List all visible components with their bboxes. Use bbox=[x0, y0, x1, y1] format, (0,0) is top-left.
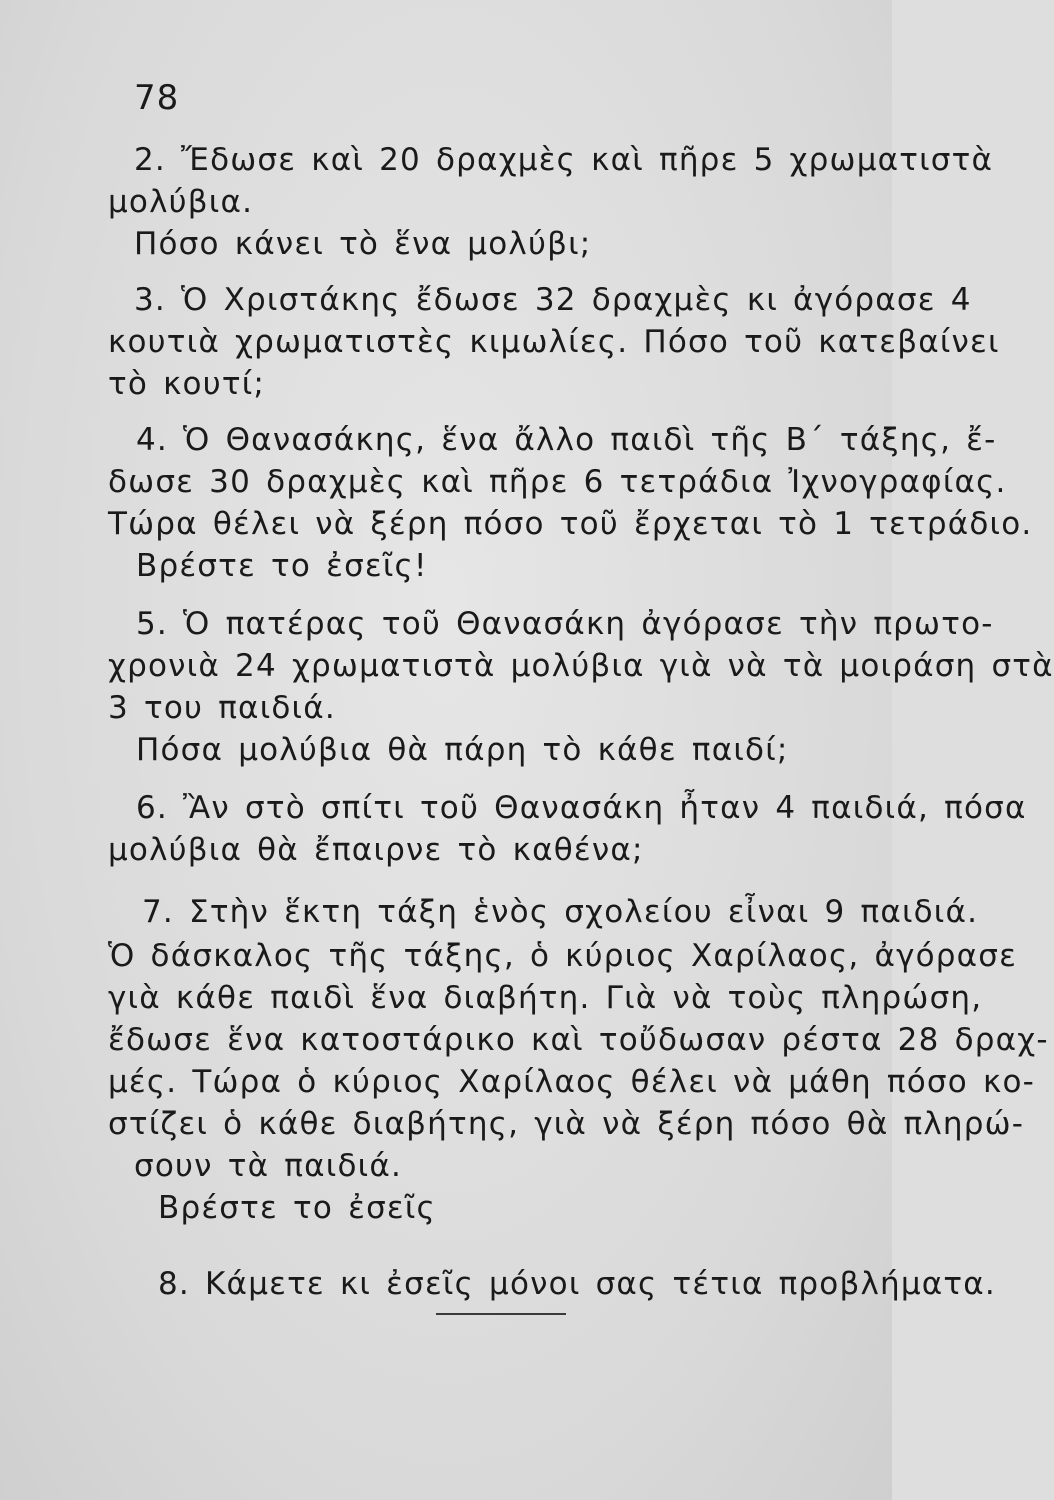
text-line: γιὰ κάθε παιδὶ ἕνα διαβήτη. Γιὰ νὰ τοὺς πληρώση, bbox=[108, 980, 983, 1016]
text-line: μολύβια. bbox=[108, 184, 254, 220]
text-line: 3. Ὁ Χριστάκης ἔδωσε 32 δραχμὲς κι ἀγόρασε 4 bbox=[134, 282, 972, 318]
text-line: σουν τὰ παιδιά. bbox=[134, 1148, 403, 1184]
text-line: Πόσα μολύβια θὰ πάρη τὸ κάθε παιδί; bbox=[136, 732, 789, 768]
text-line: δωσε 30 δραχμὲς καὶ πῆρε 6 τετράδια Ἰχνογραφίας. bbox=[108, 464, 1007, 500]
text-line: μολύβια θὰ ἔπαιρνε τὸ καθένα; bbox=[108, 832, 644, 868]
text-line: τὸ κουτί; bbox=[108, 366, 266, 402]
text-line: Τώρα θέλει νὰ ξέρη πόσο τοῦ ἔρχεται τὸ 1 τετράδιο. bbox=[108, 506, 1033, 542]
text-line: Ὁ δάσκαλος τῆς τάξης, ὁ κύριος Χαρίλαος, ἀγόρασε bbox=[108, 938, 1018, 974]
text-line: Βρέστε το ἐσεῖς! bbox=[136, 548, 428, 584]
text-line: 6. Ἂν στὸ σπίτι τοῦ Θανασάκη ἦταν 4 παιδιά, πόσα bbox=[136, 790, 1027, 826]
text-line: 5. Ὁ πατέρας τοῦ Θανασάκη ἀγόρασε τὴν πρωτο- bbox=[136, 606, 994, 642]
text-line: 7. Στὴν ἕκτη τάξη ἑνὸς σχολείου εἶναι 9 παιδιά. bbox=[142, 894, 979, 930]
text-line: Πόσο κάνει τὸ ἕνα μολύβι; bbox=[134, 226, 592, 262]
text-line: 3 του παιδιά. bbox=[108, 690, 336, 726]
text-line: 4. Ὁ Θανασάκης, ἕνα ἄλλο παιδὶ τῆς Β΄ τάξης, ἔ- bbox=[136, 422, 997, 458]
text-line: 2. Ἔδωσε καὶ 20 δραχμὲς καὶ πῆρε 5 χρωματιστὰ bbox=[134, 142, 994, 178]
text-line: στίζει ὁ κάθε διαβήτης, γιὰ νὰ ξέρη πόσο θὰ πληρώ- bbox=[108, 1106, 1025, 1142]
text-line: μές. Τώρα ὁ κύριος Χαρίλαος θέλει νὰ μάθη πόσο κο- bbox=[108, 1064, 1036, 1100]
text-line: Βρέστε το ἐσεῖς bbox=[158, 1190, 436, 1226]
text-line: χρονιὰ 24 χρωματιστὰ μολύβια γιὰ νὰ τὰ μοιράση στὰ bbox=[108, 648, 1054, 684]
text-line: ἔδωσε ἕνα κατοστάρικο καὶ τοὔδωσαν ρέστα 28 δραχ- bbox=[108, 1022, 1049, 1058]
page-number: 78 bbox=[134, 78, 180, 118]
closing-rule bbox=[436, 1313, 566, 1315]
text-line: 8. Κάμετε κι ἐσεῖς μόνοι σας τέτια προβλήματα. bbox=[158, 1266, 996, 1302]
text-line: κουτιὰ χρωματιστὲς κιμωλίες. Πόσο τοῦ κατεβαίνει bbox=[108, 324, 1000, 360]
